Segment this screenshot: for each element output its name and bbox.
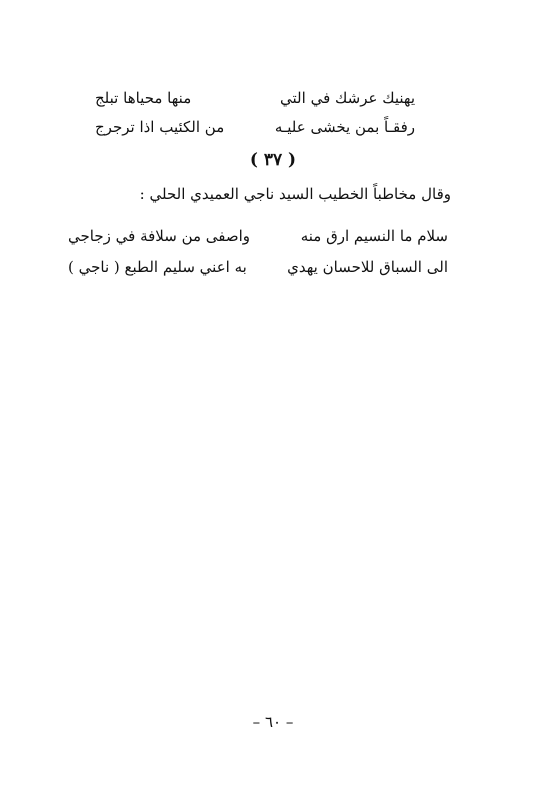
page-number: – ٦٠ – xyxy=(252,713,294,731)
poem-number-heading: ( ٣٧ ) xyxy=(249,150,297,170)
verse-line xyxy=(95,88,415,108)
verse-second-hemistich: واصفى من سلافة في زجاجي xyxy=(68,227,251,245)
verse-second-hemistich: منها محياها تبلج xyxy=(95,89,192,107)
verse-first-hemistich: رفقـاً بمن يخشى عليـه xyxy=(274,118,415,136)
verse-second-hemistich: من الكئيب اذا ترجرج xyxy=(95,118,225,136)
verse-first-hemistich: الى السباق للاحسان يهدي xyxy=(287,258,448,276)
verse-first-hemistich: سلام ما النسيم ارق منه xyxy=(300,227,448,245)
poem-intro-text: وقال مخاطباً الخطيب السيد ناجي العميدي الحلي : xyxy=(139,185,451,203)
verse-first-hemistich: يهنيك عرشك في التي xyxy=(280,89,415,107)
verse-line xyxy=(68,226,448,246)
verse-line xyxy=(95,117,415,137)
verse-line xyxy=(68,257,448,277)
verse-second-hemistich: به اعني سليم الطبع ( ناجي ) xyxy=(68,258,247,276)
